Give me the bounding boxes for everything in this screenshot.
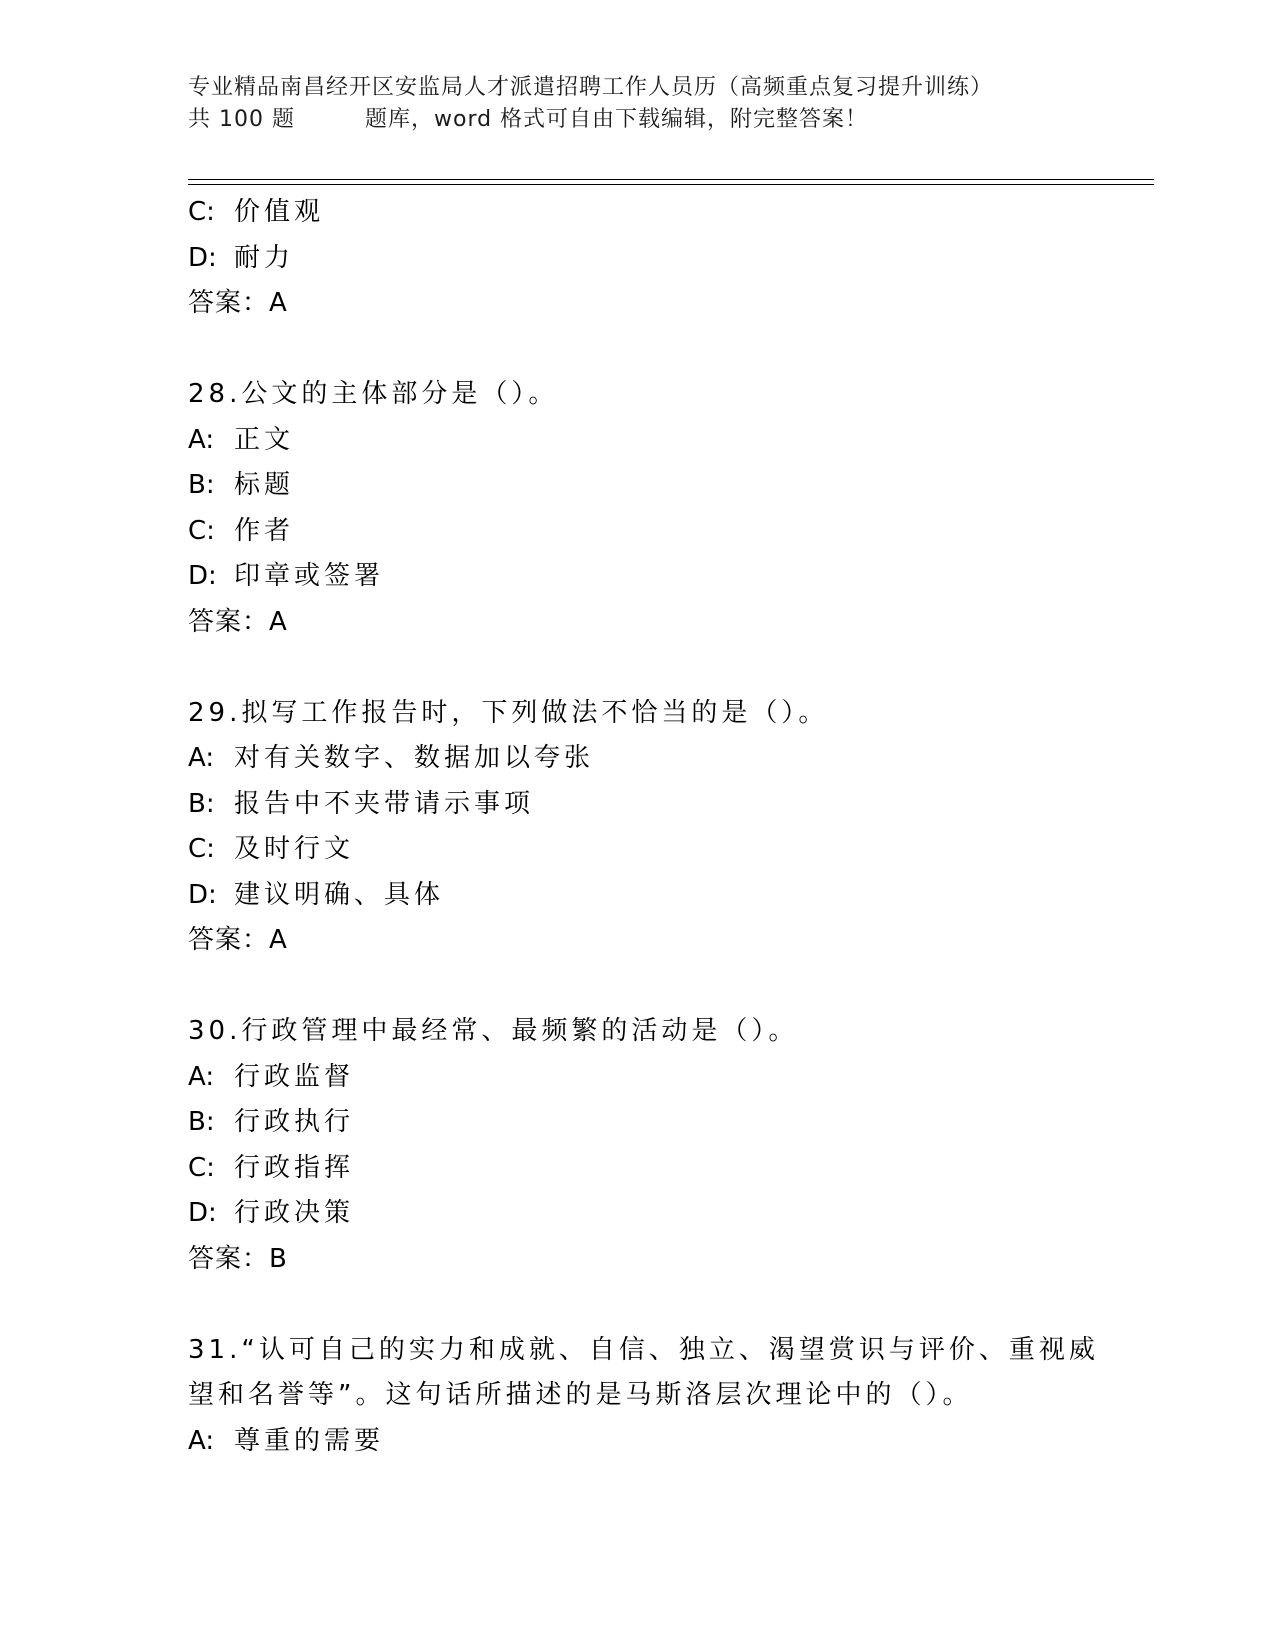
question-stem-line-2: 望和名誉等”。这句话所描述的是马斯洛层次理论中的（）。 — [188, 1380, 973, 1410]
question-28 — [188, 372, 1148, 645]
option-a: A: 尊重的需要 — [188, 1425, 385, 1456]
header-subtitle — [188, 104, 1148, 136]
option-a: A: 行政监督 — [188, 1061, 355, 1092]
header-title: 专业精品南昌经开区安监局人才派遣招聘工作人员历（高频重点复习提升训练） — [188, 75, 994, 100]
question-partial — [188, 190, 1148, 327]
question-list — [188, 190, 1148, 1464]
answer-line: 答案：B — [188, 1243, 288, 1274]
question-31 — [188, 1328, 1148, 1465]
option-a: A: 对有关数字、数据加以夸张 — [188, 743, 595, 773]
question-stem: 28.公文的主体部分是（）。 — [188, 379, 559, 409]
option-c: C: 及时行文 — [188, 834, 355, 864]
question-29 — [188, 691, 1148, 964]
option-d: D: 耐力 — [188, 242, 295, 273]
question-count: 共 100 题 — [188, 107, 295, 132]
answer-line: 答案：A — [188, 288, 288, 318]
option-c: C: 价值观 — [188, 197, 325, 227]
question-stem: 29.拟写工作报告时，下列做法不恰当的是（）。 — [188, 697, 829, 728]
header-description: 题库，word 格式可自由下载编辑，附完整答案！ — [364, 107, 869, 132]
option-d: D: 建议明确、具体 — [188, 879, 445, 910]
document-header — [188, 72, 1148, 136]
question-stem: 30.行政管理中最经常、最频繁的活动是（）。 — [188, 1016, 799, 1046]
option-c: C: 作者 — [188, 515, 295, 546]
option-c: C: 行政指挥 — [188, 1152, 355, 1183]
option-b: B: 行政执行 — [188, 1107, 355, 1137]
header-rule-top — [188, 179, 1154, 180]
option-d: D: 行政决策 — [188, 1198, 355, 1228]
option-d: D: 印章或签署 — [188, 561, 385, 591]
option-b: B: 报告中不夹带请示事项 — [188, 788, 535, 819]
option-b: B: 标题 — [188, 470, 295, 500]
option-a: A: 正文 — [188, 424, 295, 455]
answer-line: 答案：A — [188, 606, 288, 637]
question-30 — [188, 1009, 1148, 1282]
header-rule-bottom — [188, 184, 1154, 185]
question-stem-line-1: 31.“认可自己的实力和成就、自信、独立、渴望赏识与评价、重视威 — [188, 1334, 1099, 1365]
answer-line: 答案：A — [188, 925, 288, 955]
